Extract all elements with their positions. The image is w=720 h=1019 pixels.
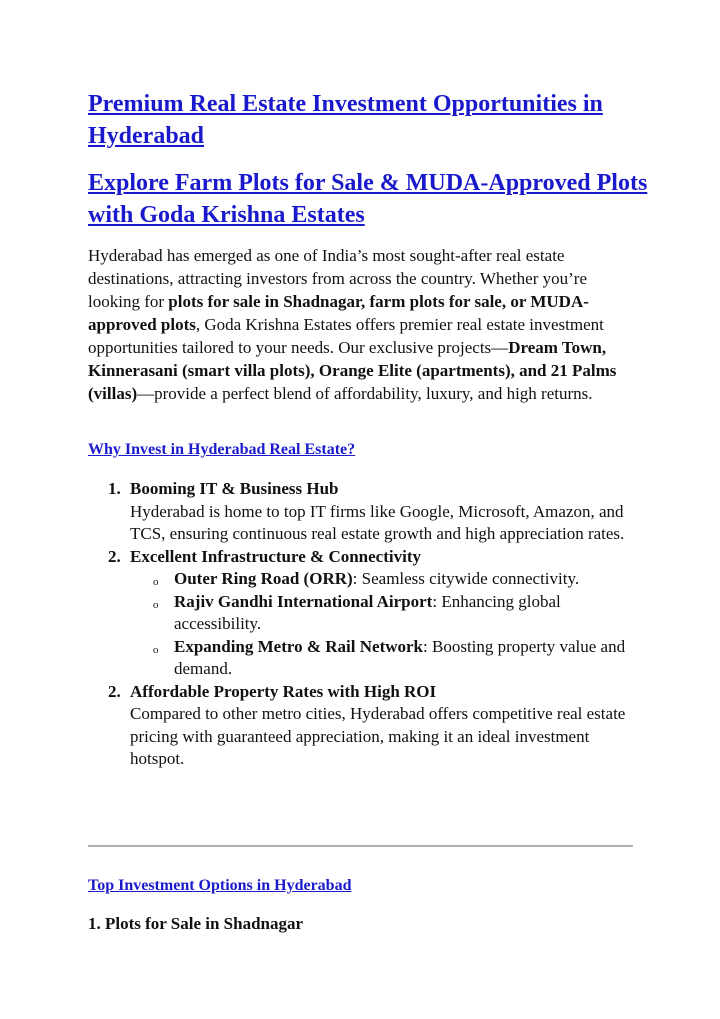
horizontal-divider xyxy=(88,845,633,847)
reason-title: Affordable Property Rates with High ROI xyxy=(130,681,437,701)
intro-paragraph xyxy=(88,244,636,405)
connectivity-sublist xyxy=(130,568,636,681)
reason-text: Hyderabad is home to top IT firms like Google, Microsoft, Amazon, and TCS, ensuring continuous real estate growth and high appreciation rates. xyxy=(130,501,625,543)
reason-number: 1. xyxy=(108,479,121,498)
sub-list-item xyxy=(130,568,636,591)
sub-list-item xyxy=(130,591,636,636)
intro-bold-1: plots for sale in Shadnagar, farm plots for sale, or MUDA-approved plots xyxy=(88,292,589,334)
intro-bold-2: Dream Town, Kinnerasani (smart villa plots), Orange Elite (apartments), and 21 Palms (villas) xyxy=(88,338,617,403)
top-options-heading[interactable] xyxy=(88,875,351,897)
intro-text-1: Hyderabad has emerged as one of India’s most sought-after real estate destinations, attracting investors from across the country. Whether you’re looking for xyxy=(88,246,587,311)
page-subtitle-link[interactable]: Explore Farm Plots for Sale & MUDA-Approved Plots with Goda Krishna Estates xyxy=(88,170,648,228)
reason-item xyxy=(88,478,636,546)
circle-bullet-icon: o xyxy=(153,643,159,656)
circle-bullet-icon: o xyxy=(153,598,159,611)
reason-item xyxy=(88,681,636,771)
reason-title: Excellent Infrastructure & Connectivity xyxy=(130,546,421,566)
sub-item-text: : Enhancing global accessibility. xyxy=(174,591,561,633)
sub-list-item xyxy=(130,636,636,681)
top-options-link[interactable]: Top Investment Options in Hyderabad xyxy=(88,877,352,894)
intro-text-3: —provide a perfect blend of affordability, luxury, and high returns. xyxy=(137,384,593,403)
sub-item-text: : Seamless citywide connectivity. xyxy=(352,569,580,588)
circle-bullet-icon: o xyxy=(153,576,159,588)
page-subtitle[interactable] xyxy=(88,167,648,231)
sub-item-title: Rajiv Gandhi International Airport xyxy=(174,591,433,611)
sub-item-text: : Boosting property value and demand. xyxy=(174,636,626,678)
reason-text: Compared to other metro cities, Hyderabad offers competitive real estate pricing with guaranteed appreciation, making it an ideal investment hotspot. xyxy=(130,704,626,768)
shadnagar-section-heading: 1. Plots for Sale in Shadnagar xyxy=(88,914,304,933)
sub-item-title: Outer Ring Road (ORR) xyxy=(174,569,353,588)
page-title[interactable] xyxy=(88,88,648,152)
reasons-list xyxy=(88,478,636,771)
why-invest-heading[interactable] xyxy=(88,439,355,461)
reason-number: 2. xyxy=(108,546,121,566)
reason-item xyxy=(88,546,636,681)
reason-number: 2. xyxy=(108,681,121,701)
intro-text-2: , Goda Krishna Estates offers premier real estate investment opportunities tailored to your needs. Our exclusive projects— xyxy=(88,315,604,357)
reason-title: Booming IT & Business Hub xyxy=(130,479,339,498)
why-invest-link[interactable]: Why Invest in Hyderabad Real Estate? xyxy=(88,441,356,458)
sub-item-title: Expanding Metro & Rail Network xyxy=(174,636,424,656)
page-title-link[interactable]: Premium Real Estate Investment Opportunities in Hyderabad xyxy=(88,91,603,149)
